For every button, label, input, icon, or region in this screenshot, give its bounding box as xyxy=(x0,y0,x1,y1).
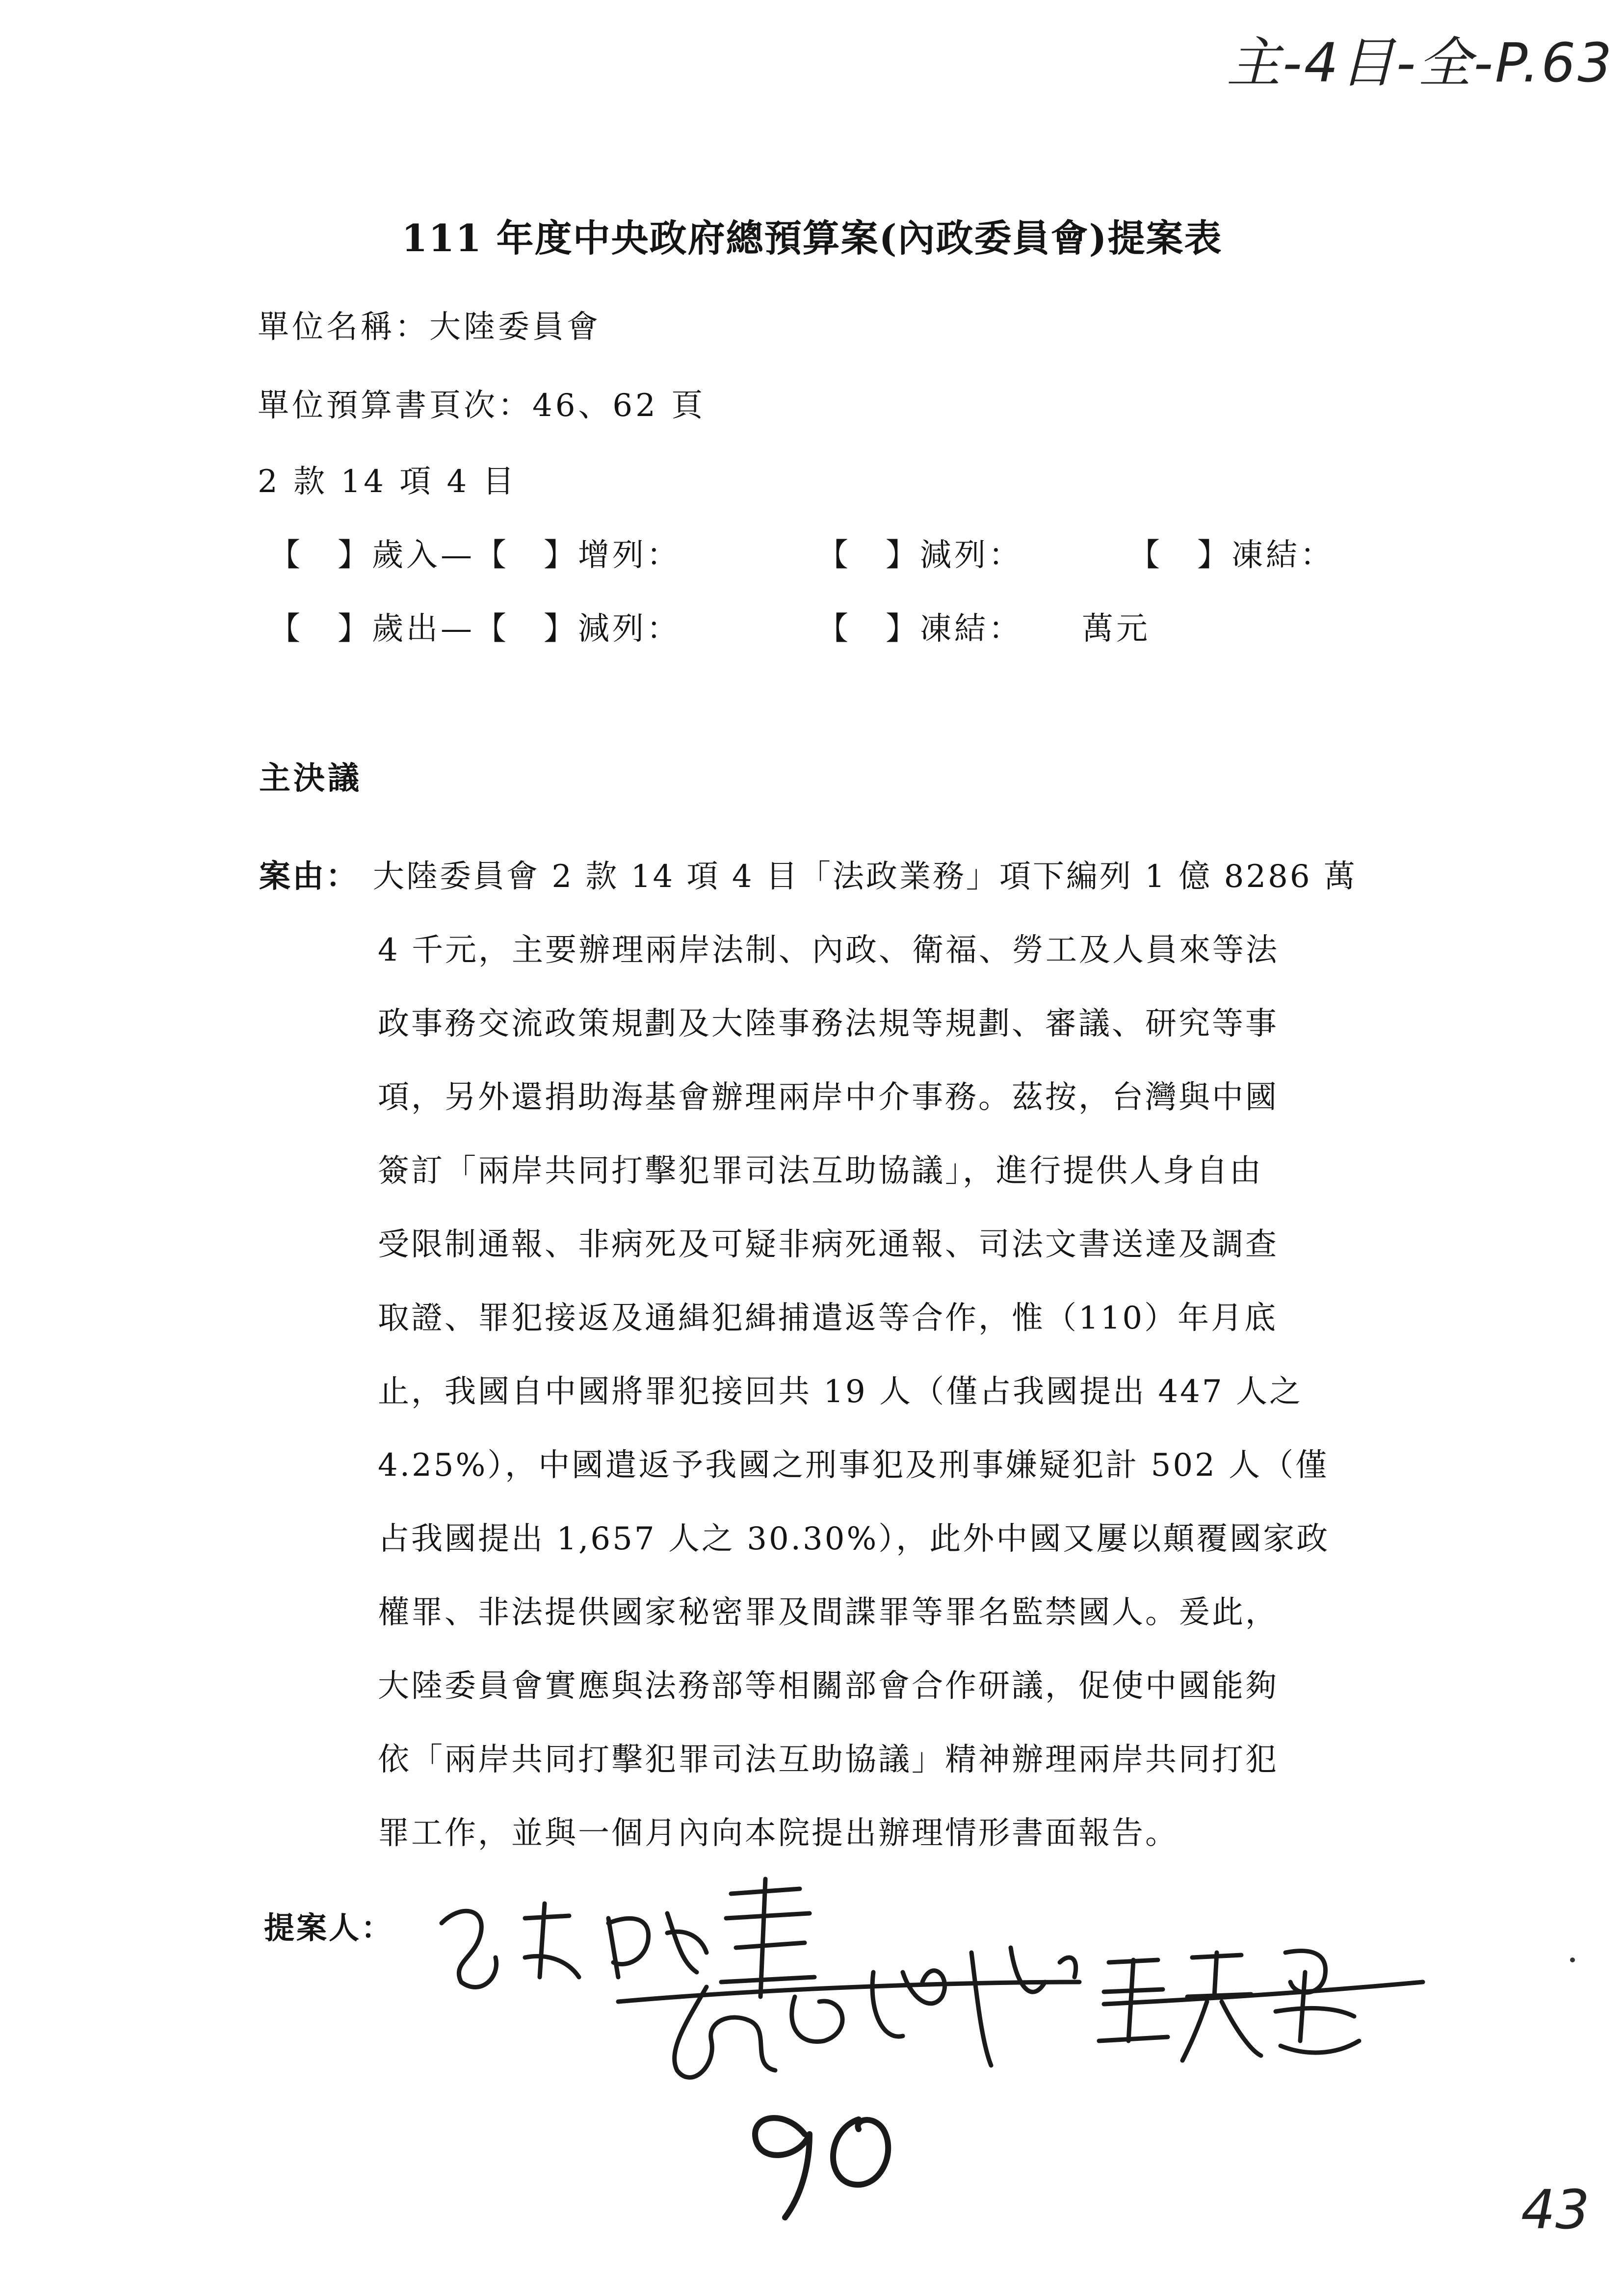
revenue-freeze-field: 【 】凍結： xyxy=(1128,537,1335,574)
case-line: 大陸委員會 2 款 14 項 4 目「法政業務」項下編列 1 億 8286 萬 xyxy=(373,859,1357,895)
case-line: 占我國提出 1,657 人之 30.30%），此外中國又屢以顛覆國家政 xyxy=(378,1521,1330,1557)
unit-budget-pages: 單位預算書頁次：46、62 頁 xyxy=(258,388,706,424)
item-reference: 2 款 14 項 4 目 xyxy=(258,464,517,500)
case-line: 取證、罪犯接返及通緝犯緝捕遣返等合作，惟（110）年月底 xyxy=(378,1300,1278,1336)
case-line: 依「兩岸共同打擊犯罪司法互助協議」精神辦理兩岸共同打犯 xyxy=(378,1742,1279,1778)
case-line: 4.25%），中國遣返予我國之刑事犯及刑事嫌疑犯計 502 人（僅 xyxy=(378,1447,1329,1484)
expense-freeze-field: 【 】凍結： xyxy=(817,611,1023,647)
case-line: 權罪、非法提供國家秘密罪及間諜罪等罪名監禁國人。爰此， xyxy=(378,1594,1279,1631)
case-line: 受限制通報、非病死及可疑非病死通報、司法文書送達及調查 xyxy=(378,1226,1279,1263)
case-line: 罪工作，並與一個月內向本院提出辦理情形書面報告。 xyxy=(378,1815,1179,1852)
revenue-decrease-field: 【 】減列： xyxy=(817,537,1023,574)
amount-unit: 萬元 xyxy=(1082,611,1151,647)
case-line: 大陸委員會實應與法務部等相關部會合作研議，促使中國能夠 xyxy=(378,1668,1279,1704)
unit-name: 單位名稱：大陸委員會 xyxy=(258,309,601,345)
stray-mark xyxy=(1570,1957,1575,1962)
corner-handwritten-note: 主-4目-全-P.63 xyxy=(1227,31,1614,94)
case-line: 止，我國自中國將罪犯接回共 19 人（僅占我國提出 447 人之 xyxy=(378,1374,1303,1410)
case-line: 項，另外還捐助海基會辦理兩岸中介事務。茲按，台灣與中國 xyxy=(378,1079,1279,1116)
proposer-label: 提案人： xyxy=(264,1910,394,1946)
case-label: 案由： xyxy=(259,858,359,895)
page-number: 43 xyxy=(1521,2178,1590,2241)
case-line: 簽訂「兩岸共同打擊犯罪司法互助協議」，進行提供人身自由 xyxy=(378,1153,1263,1189)
revenue-increase-field: 【 】歲入—【 】增列： xyxy=(269,537,681,574)
case-line: 政事務交流政策規劃及大陸事務法規等規劃、審議、研究等事 xyxy=(378,1006,1279,1042)
page-title: 111 年度中央政府總預算案(內政委員會)提案表 xyxy=(401,216,1223,260)
section-heading: 主決議 xyxy=(259,760,362,797)
expense-decrease-field: 【 】歲出—【 】減列： xyxy=(269,611,681,647)
case-line: 4 千元，主要辦理兩岸法制、內政、衛福、勞工及人員來等法 xyxy=(378,932,1280,968)
